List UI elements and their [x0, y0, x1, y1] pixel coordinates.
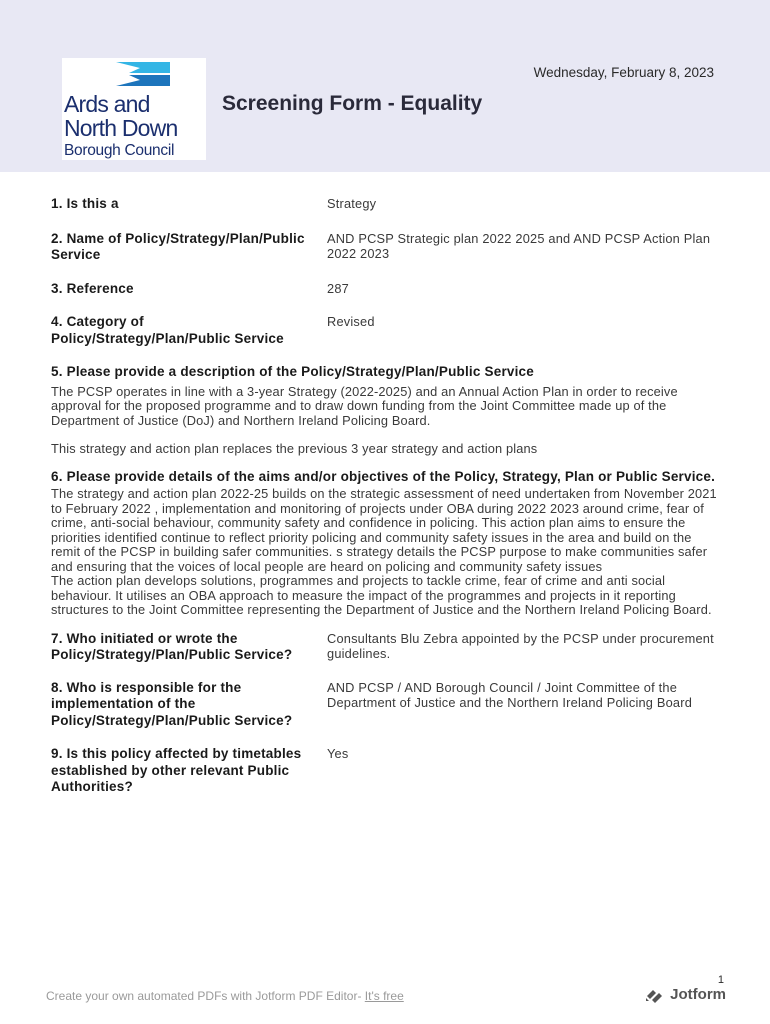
question-9-label: 9. Is this policy affected by timetables established by other relevant Public Authorities? — [51, 746, 302, 794]
field-row-3 — [51, 281, 719, 298]
question-4-answer: Revised — [327, 314, 375, 329]
page-number: 1 — [717, 974, 724, 986]
council-logo — [62, 58, 206, 160]
field-row-4 — [51, 314, 719, 347]
question-8-label: 8. Who is responsible for the implementation of the Policy/Strategy/Plan/Public Service? — [51, 679, 293, 728]
question-3-label: 3. Reference — [51, 280, 134, 296]
question-1-answer: Strategy — [327, 196, 377, 211]
question-7-answer: Consultants Blu Zebra appointed by the PCSP under procurement guidelines. — [327, 630, 714, 661]
question-6-answer: The strategy and action plan 2022-25 builds on the strategic assessment of need undertaken from November 2021 to February 2022 , implementation and monitoring of projects under OBA during 2022 2023 around crime, fear of crime, anti-social behaviour, community safety and confidence in policing. This action plan aims to ensure the priorities identified continue to reflect priority policing and community safety issues in the area and build on the remit of the PCSP in building safer communities. s strategy details the PCSP purpose to make communities safer and ensuring that the voices of local people are heard on policing and community safety issues The action plan develops solutions, programmes and projects to tackle crime, fear of crime and anti social behaviour. It utilises an OBA approach to measure the impact of the programmes and projects in it reporting structures to the Joint Committee representing the Department of Justice and the Northern Ireland Policing Board. — [51, 486, 717, 617]
question-2-answer: AND PCSP Strategic plan 2022 2025 and AND PCSP Action Plan 2022 2023 — [327, 230, 711, 261]
jotform-logo[interactable] — [645, 986, 726, 1003]
form-date: Wednesday, February 8, 2023 — [533, 65, 714, 80]
jotform-wordmark: Jotform — [670, 986, 726, 1003]
question-1-label: 1. Is this a — [51, 196, 119, 211]
form-content — [51, 196, 719, 796]
logo-line-1: Ards and — [64, 91, 150, 117]
question-7-label: 7. Who initiated or wrote the Policy/Strategy/Plan/Public Service? — [51, 630, 293, 662]
header-band — [0, 0, 770, 172]
field-block-5 — [51, 364, 719, 457]
question-4-label: 4. Category of Policy/Strategy/Plan/Public Service — [51, 314, 284, 346]
question-6-label: 6. Please provide details of the aims and/or objectives of the Policy, Strategy, Plan or Public Service. — [51, 468, 716, 484]
footer-promo — [46, 989, 404, 1003]
question-3-answer: 287 — [327, 280, 349, 296]
field-row-9 — [51, 746, 719, 796]
field-row-8 — [51, 680, 719, 730]
field-block-6 — [51, 469, 719, 618]
field-row-2 — [51, 231, 719, 264]
question-5-answer-paragraph-1: The PCSP operates in line with a 3-year Strategy (2022-2025) and an Annual Action Plan in order to receive approval for the proposed programme and to draw down funding from the Joint Committee made up of the Department of Justice (DoJ) and Northern Ireland Policing Board. — [51, 383, 678, 428]
question-5-answer-paragraph-2: This strategy and action plan replaces the previous 3 year strategy and action plans — [51, 441, 538, 456]
logo-line-2: North Down — [64, 115, 178, 141]
footer-its-free-link[interactable]: It's free — [364, 989, 404, 1003]
question-9-answer: Yes — [327, 746, 349, 761]
footer-promo-text: Create your own automated PDFs with Jotform PDF Editor- — [46, 989, 365, 1003]
logo-chevron-icon — [116, 62, 176, 90]
logo-wordmark — [64, 92, 206, 160]
jotform-icon — [645, 987, 665, 1003]
question-2-label: 2. Name of Policy/Strategy/Plan/Public Service — [51, 230, 305, 262]
field-row-7 — [51, 631, 719, 664]
question-8-answer: AND PCSP / AND Borough Council / Joint Committee of the Department of Justice and the Northern Ireland Policing Board — [327, 679, 693, 710]
page-title: Screening Form - Equality — [222, 92, 483, 115]
logo-line-3: Borough Council — [64, 142, 175, 159]
question-5-label: 5. Please provide a description of the Policy/Strategy/Plan/Public Service — [51, 364, 534, 379]
field-row-1 — [51, 196, 719, 213]
